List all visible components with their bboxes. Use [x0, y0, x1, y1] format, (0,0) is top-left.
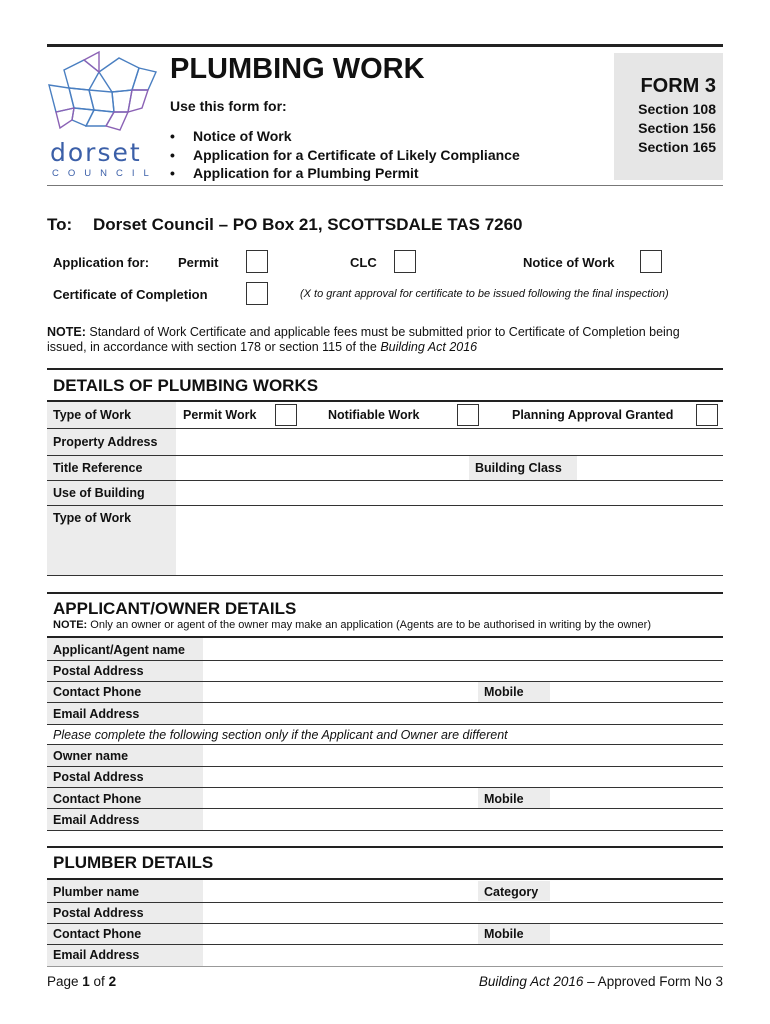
applicant-name-label: Applicant/Agent name — [53, 643, 185, 657]
completion-note: (X to grant approval for certificate to be issued following the final inspection) — [300, 288, 669, 300]
plumber-postal-label: Postal Address — [53, 906, 144, 920]
dorset-council-logo — [44, 50, 162, 182]
owner-email-label: Email Address — [53, 813, 140, 827]
row-divider — [47, 455, 723, 456]
act-name: Building Act 2016 — [380, 340, 478, 354]
plumber-phone-input[interactable] — [204, 924, 478, 944]
notice-of-work-label: Notice of Work — [523, 255, 615, 270]
section-rule — [47, 368, 723, 370]
building-class-label: Building Class — [475, 461, 562, 475]
form-number-box — [614, 53, 723, 180]
logo-subtext: COUNCIL — [52, 168, 158, 179]
note-text: Only an owner or agent of the owner may make an application (Agents are to be authorised in writing by the owner) — [87, 619, 651, 631]
property-address-label: Property Address — [53, 435, 158, 449]
row-divider — [47, 830, 723, 831]
owner-mobile-label: Mobile — [484, 792, 524, 806]
plumber-email-label: Email Address — [53, 948, 140, 962]
bullet-item: • Application for a Certificate of Likely Compliance — [170, 146, 520, 163]
owner-phone-label: Contact Phone — [53, 792, 142, 806]
plumber-name-label: Plumber name — [53, 885, 140, 899]
planning-approval-label: Planning Approval Granted — [512, 408, 674, 422]
note-text: Standard of Work Certificate and applicable fees must be submitted prior to Certificate of Completion being — [85, 325, 680, 339]
owner-instruction: Please complete the following section only if the Applicant and Owner are different — [53, 728, 508, 742]
logo-mark-icon — [44, 50, 162, 140]
mobile-input[interactable] — [551, 682, 723, 702]
row-divider — [47, 480, 723, 481]
applicant-note — [53, 619, 651, 631]
use-for-label: Use this form for: — [170, 98, 287, 114]
owner-phone-input[interactable] — [204, 788, 478, 808]
to-address: Dorset Council – PO Box 21, SCOTTSDALE TAS 7260 — [93, 215, 523, 234]
plumber-details-title: PLUMBER DETAILS — [53, 853, 214, 872]
row-divider — [47, 966, 723, 967]
note-label: NOTE: — [53, 619, 88, 631]
header-rule — [47, 185, 723, 186]
plumbing-works-title: DETAILS OF PLUMBING WORKS — [53, 376, 319, 395]
row-divider — [47, 724, 723, 725]
plumber-mobile-label: Mobile — [484, 927, 524, 941]
permit-checkbox[interactable] — [246, 250, 268, 273]
clc-label: CLC — [350, 255, 377, 270]
footer-act-reference: Building Act 2016 – Approved Form No 3 — [478, 974, 723, 989]
to-label: To: — [47, 215, 73, 234]
postal-address-input[interactable] — [204, 661, 723, 681]
owner-name-label: Owner name — [53, 749, 129, 763]
section-list — [638, 100, 716, 157]
category-input[interactable] — [551, 881, 723, 901]
section-ref: Section 156 — [638, 120, 716, 136]
use-of-building-label: Use of Building — [53, 486, 145, 500]
notifiable-work-checkbox[interactable] — [457, 404, 479, 426]
note-text: issued, in accordance with section 178 or section 115 of the — [47, 340, 381, 354]
building-class-input[interactable] — [578, 457, 723, 480]
email-input[interactable] — [204, 703, 723, 723]
email-label: Email Address — [53, 707, 140, 721]
plumber-postal-input[interactable] — [204, 903, 723, 923]
logo-text: dorset — [50, 138, 142, 167]
title-reference-input[interactable] — [177, 457, 469, 480]
certificate-completion-label: Certificate of Completion — [53, 287, 208, 302]
postal-address-label: Postal Address — [53, 664, 144, 678]
owner-email-input[interactable] — [204, 809, 723, 829]
certificate-completion-checkbox[interactable] — [246, 282, 268, 305]
note-label: NOTE: — [47, 325, 86, 339]
section-rule — [47, 846, 723, 848]
row-divider — [47, 505, 723, 506]
form-purpose-list — [170, 127, 520, 183]
section-ref: Section 165 — [638, 139, 716, 155]
row-divider — [47, 575, 723, 576]
applicant-name-input[interactable] — [204, 639, 723, 659]
bullet-item: • Application for a Plumbing Permit — [170, 165, 419, 181]
form-number: FORM 3 — [640, 75, 716, 97]
owner-name-input[interactable] — [204, 745, 723, 765]
permit-work-label: Permit Work — [183, 408, 257, 422]
owner-mobile-input[interactable] — [551, 788, 723, 808]
section-ref: Section 108 — [638, 101, 716, 117]
category-label: Category — [484, 885, 539, 899]
notifiable-work-label: Notifiable Work — [328, 408, 420, 422]
contact-phone-input[interactable] — [204, 682, 478, 702]
type-of-work-label: Type of Work — [53, 408, 132, 422]
planning-approval-checkbox[interactable] — [696, 404, 718, 426]
type-of-work-input[interactable] — [177, 507, 723, 574]
note-paragraph — [47, 325, 723, 355]
property-address-input[interactable] — [177, 430, 723, 454]
title-reference-label: Title Reference — [53, 461, 143, 475]
type-of-work-2-label: Type of Work — [53, 511, 132, 525]
owner-postal-input[interactable] — [204, 767, 723, 787]
permit-work-checkbox[interactable] — [275, 404, 297, 426]
application-for-label: Application for: — [53, 255, 150, 270]
plumber-mobile-input[interactable] — [551, 924, 723, 944]
use-of-building-input[interactable] — [177, 482, 723, 505]
plumber-phone-label: Contact Phone — [53, 927, 142, 941]
top-rule — [47, 44, 723, 47]
row-divider — [47, 428, 723, 429]
page-title: PLUMBING WORK — [170, 53, 425, 85]
plumber-email-input[interactable] — [204, 945, 723, 965]
permit-label: Permit — [178, 255, 219, 270]
contact-phone-label: Contact Phone — [53, 685, 142, 699]
mobile-label: Mobile — [484, 685, 524, 699]
owner-postal-label: Postal Address — [53, 770, 144, 784]
section-rule — [47, 592, 723, 594]
notice-of-work-checkbox[interactable] — [640, 250, 662, 273]
plumber-name-input[interactable] — [204, 881, 478, 901]
applicant-owner-title: APPLICANT/OWNER DETAILS — [53, 599, 297, 618]
clc-checkbox[interactable] — [394, 250, 416, 273]
bullet-item: • Notice of Work — [170, 128, 292, 144]
page-indicator: Page 1 of 2 — [47, 974, 117, 989]
